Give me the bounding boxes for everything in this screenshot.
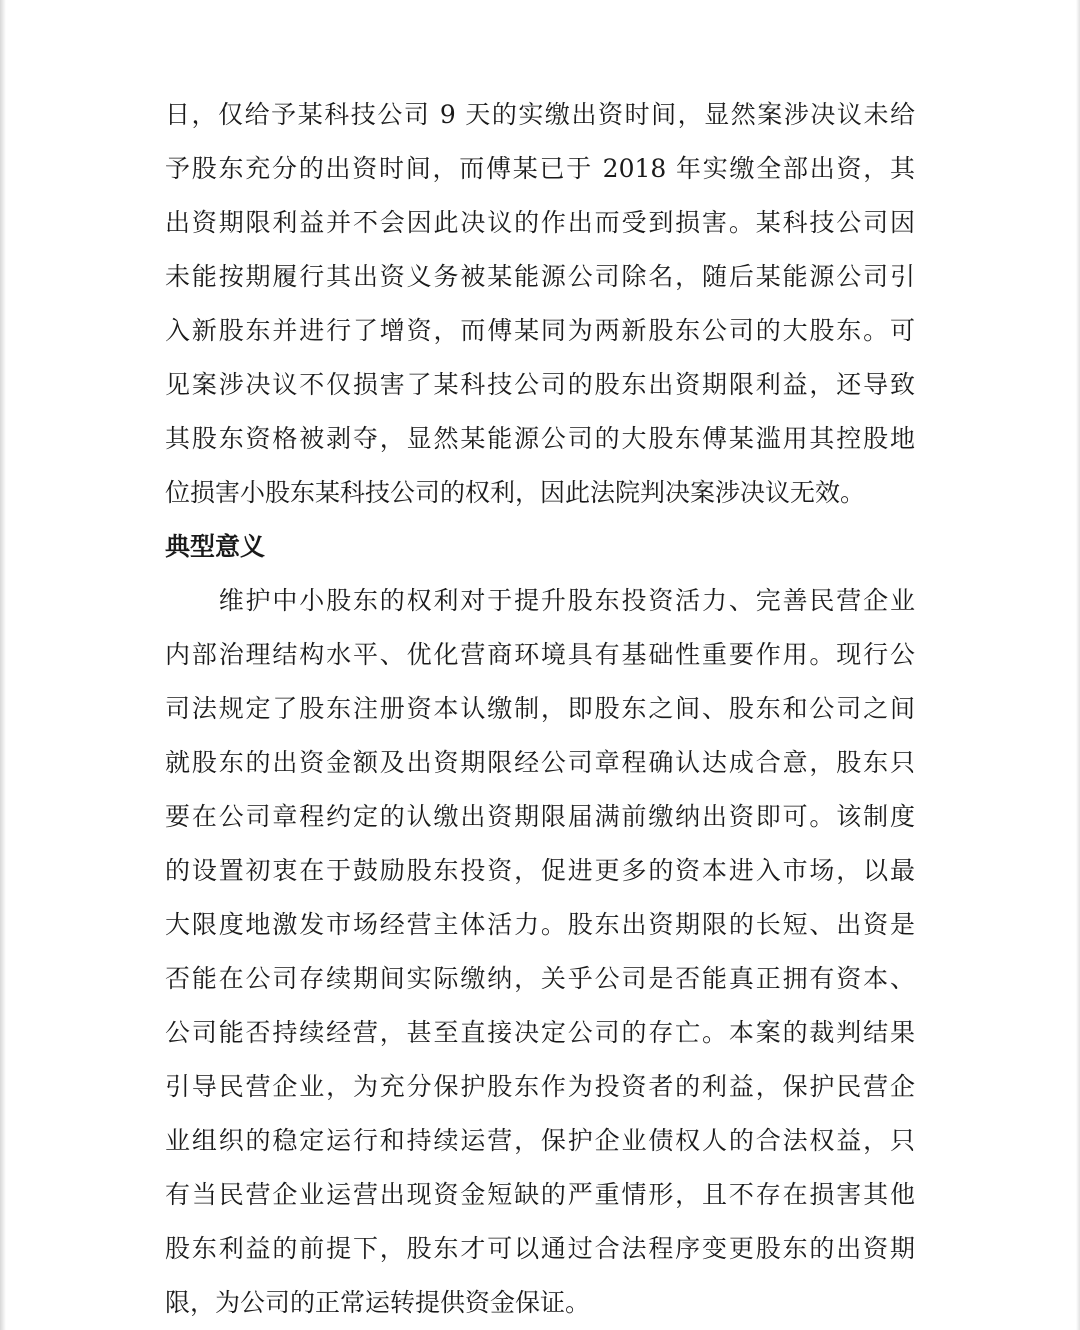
body-text-line: 否能在公司存续期间实际缴纳，关乎公司是否能真正拥有资本、 [165, 964, 915, 993]
body-text-line: 见案涉决议不仅损害了某科技公司的股东出资期限利益，还导致 [165, 370, 915, 399]
document-body [165, 88, 915, 1330]
body-text-line: 业组织的稳定运行和持续运营，保护企业债权人的合法权益，只 [165, 1126, 915, 1155]
body-text-line: 就股东的出资金额及出资期限经公司章程确认达成合意，股东只 [165, 748, 915, 777]
body-text-line: 公司能否持续经营，甚至直接决定公司的存亡。本案的裁判结果 [165, 1018, 915, 1047]
body-text-line: 予股东充分的出资时间，而傅某已于 2018 年实缴全部出资，其 [165, 154, 915, 183]
body-text-line: 未能按期履行其出资义务被某能源公司除名，随后某能源公司引 [165, 262, 915, 291]
body-text-line: 维护中小股东的权利对于提升股东投资活力、完善民营企业 [165, 586, 915, 615]
body-text-line: 限，为公司的正常运转提供资金保证。 [165, 1288, 591, 1317]
body-text-line: 的设置初衷在于鼓励股东投资，促进更多的资本进入市场，以最 [165, 856, 915, 885]
body-text-line: 要在公司章程约定的认缴出资期限届满前缴纳出资即可。该制度 [165, 802, 915, 831]
body-text-line: 日，仅给予某科技公司 9 天的实缴出资时间，显然案涉决议未给 [165, 100, 915, 129]
page-edge-shadow [0, 0, 6, 1330]
body-text-line: 内部治理结构水平、优化营商环境具有基础性重要作用。现行公 [165, 640, 915, 669]
body-text-line: 出资期限利益并不会因此决议的作出而受到损害。某科技公司因 [165, 208, 915, 237]
body-text-line: 股东利益的前提下，股东才可以通过合法程序变更股东的出资期 [165, 1234, 915, 1263]
body-text-line: 大限度地激发市场经营主体活力。股东出资期限的长短、出资是 [165, 910, 915, 939]
body-text-line: 引导民营企业，为充分保护股东作为投资者的利益，保护民营企 [165, 1072, 915, 1101]
page-edge-shadow-right [1076, 0, 1080, 1330]
body-text-line: 入新股东并进行了增资，而傅某同为两新股东公司的大股东。可 [165, 316, 915, 345]
section-heading: 典型意义 [165, 532, 266, 561]
body-text-line: 有当民营企业运营出现资金短缺的严重情形，且不存在损害其他 [165, 1180, 915, 1209]
body-text-line: 其股东资格被剥夺，显然某能源公司的大股东傅某滥用其控股地 [165, 424, 915, 453]
body-text-line: 位损害小股东某科技公司的权利，因此法院判决案涉决议无效。 [165, 478, 866, 507]
body-text-line: 司法规定了股东注册资本认缴制，即股东之间、股东和公司之间 [165, 694, 915, 723]
